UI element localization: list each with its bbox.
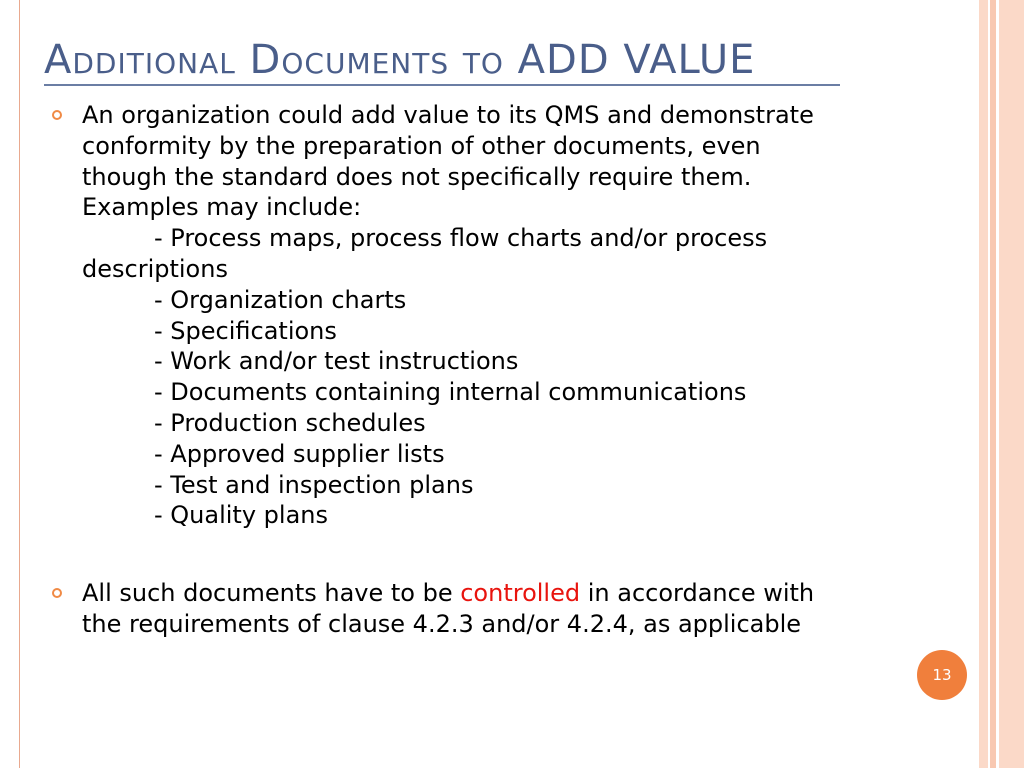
sub-item: - Process maps, process flow charts and/or process bbox=[154, 224, 768, 253]
text-line: the requirements of clause 4.2.3 and/or 4.2.4, as applicable bbox=[82, 609, 802, 638]
text-line: Examples may include: bbox=[82, 193, 362, 222]
slide-title: Additional Documents to ADD VALUE bbox=[44, 37, 756, 83]
text-line: conformity by the preparation of other documents, even bbox=[82, 131, 761, 160]
text-before-highlight: All such documents have to be bbox=[82, 579, 453, 607]
bullet-2-text bbox=[82, 578, 814, 640]
sub-item: - Documents containing internal communications bbox=[154, 378, 747, 407]
sub-item: - Test and inspection plans bbox=[154, 470, 474, 499]
highlighted-word: controlled bbox=[460, 579, 581, 607]
slide-number-badge: 13 bbox=[917, 650, 967, 700]
sub-item: - Approved supplier lists bbox=[154, 439, 445, 468]
sub-item: - Production schedules bbox=[154, 408, 426, 437]
sub-item: - Specifications bbox=[154, 316, 337, 345]
left-frame-border bbox=[0, 0, 20, 768]
bullet-marker-icon bbox=[52, 588, 62, 598]
bullet-1-text bbox=[82, 100, 814, 531]
frame-band bbox=[999, 0, 1024, 768]
frame-band bbox=[979, 0, 988, 768]
text-line: descriptions bbox=[82, 254, 228, 283]
text-line: An organization could add value to its QMS and demonstrate bbox=[82, 101, 814, 129]
text-line bbox=[82, 578, 814, 609]
sub-item: - Quality plans bbox=[154, 501, 328, 530]
sub-item: - Organization charts bbox=[154, 285, 407, 314]
sub-item: - Work and/or test instructions bbox=[154, 347, 519, 376]
bullet-marker-icon bbox=[52, 110, 62, 120]
text-line: though the standard does not specifically require them. bbox=[82, 162, 752, 191]
title-underline bbox=[44, 84, 840, 86]
text-after-highlight: in accordance with bbox=[587, 579, 815, 607]
right-decorative-bands bbox=[976, 0, 1024, 768]
